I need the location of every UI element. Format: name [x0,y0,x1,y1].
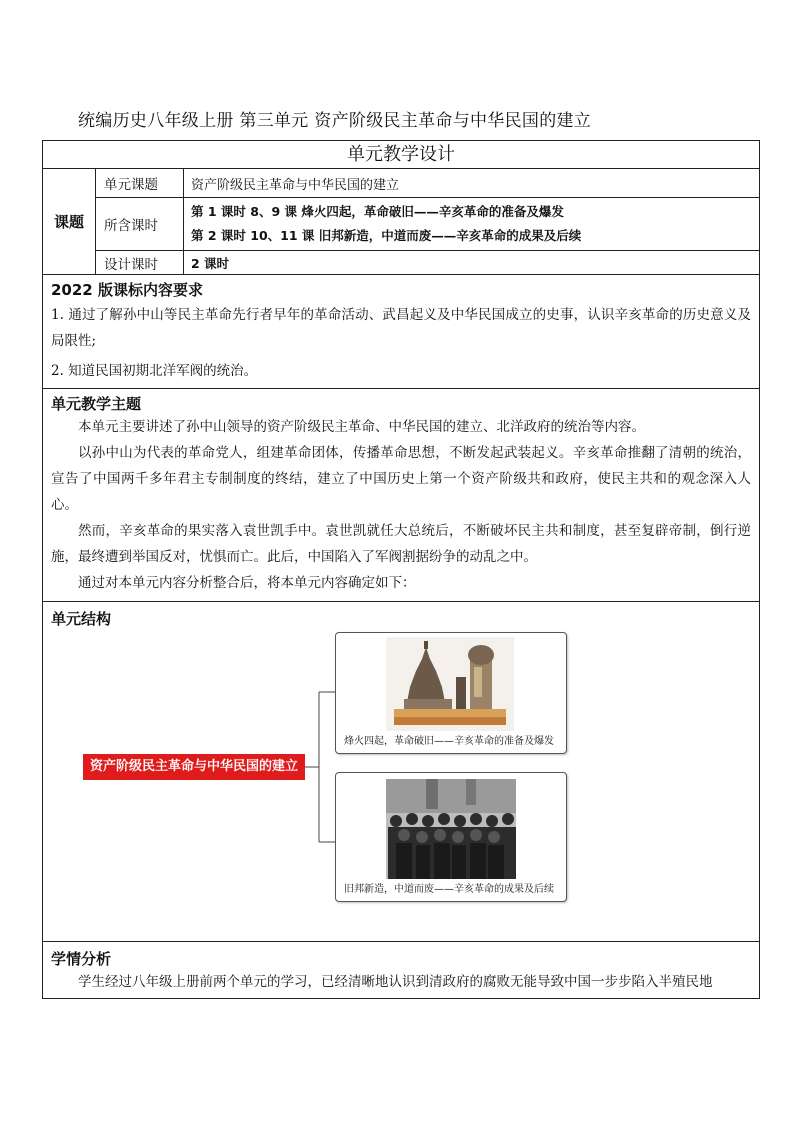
theme-paragraph: 本单元主要讲述了孙中山领导的资产阶级民主革命、中华民国的建立、北洋政府的统治等内容。 [78,419,645,435]
unit-topic-key: 单元课题 [96,169,184,197]
analysis-title: 学情分析 [51,950,112,968]
theme-paragraph: 通过对本单元内容分析整合后，将本单元内容确定如下： [78,575,416,591]
structure-root-box: 资产阶级民主革命与中华民国的建立 [83,754,305,780]
theme-paragraph: 然而，辛亥革命的果实落入袁世凯手中。袁世凯就任大总统后，不断破坏民主共和制度，甚至复辟帝制，倒行逆施，最终遭到举国反对，忧惧而亡。此后，中国陷入了军阀割据纷争的动乱之中。 [51,523,751,565]
lessons-value [184,198,759,250]
standards-item: 1. 通过了解孙中山等民主革命先行者早年的革命活动、武昌起义及中华民国成立的史事，认识辛亥革命的历史意义及局限性; [51,307,751,349]
lessons-row [96,198,759,251]
unit-topic-row [96,169,759,198]
theme-section [43,389,759,602]
branch-label: 烽火四起，革命破旧——辛亥革命的准备及爆发 [344,736,554,747]
topic-body [96,169,759,274]
design-hours-row [96,251,759,274]
standards-item: 2. 知道民国初期北洋军阀的统治。 [51,363,258,379]
branch-label: 旧邦新造，中道而废——辛亥革命的成果及后续 [344,884,554,895]
unit-topic-value: 资产阶级民主革命与中华民国的建立 [191,177,400,193]
standards-title: 2022 版课标内容要求 [51,281,203,299]
standards-section [43,275,759,389]
topic-section [43,169,759,275]
design-table [42,140,760,999]
design-hours-key: 设计课时 [96,251,184,274]
structure-branch-card [335,632,567,754]
lesson-line: 第 1 课时 8、9 课 烽火四起，革命破旧——辛亥革命的准备及爆发 [191,204,564,219]
group-photo [386,779,516,879]
topic-label: 课题 [43,169,96,274]
lessons-key: 所含课时 [96,198,184,250]
lesson-line: 第 2 课时 10、11 课 旧邦新造，中道而废——辛亥革命的成果及后续 [191,228,582,243]
analysis-text: 学生经过八年级上册前两个单元的学习，已经清晰地认识到清政府的腐败无能导致中国一步步陷入半殖民地 [78,974,713,990]
theme-paragraph: 以孙中山为代表的革命党人，组建革命团体，传播革命思想，不断发起武装起义。辛亥革命推翻了清朝的统治，宣告了中国两千多年君主专制制度的终结，建立了中国历史上第一个资产阶级共和政府，使民主共和的观念深入人心。 [51,445,751,513]
document-title: 统编历史八年级上册 第三单元 资产阶级民主革命与中华民国的建立 [78,111,592,131]
structure-section [43,602,759,942]
structure-title: 单元结构 [51,610,112,628]
table-header: 单元教学设计 [43,141,759,169]
theme-title: 单元教学主题 [51,395,142,413]
structure-branch-card [335,772,567,902]
analysis-section [43,942,759,998]
monument-photo [386,637,514,731]
design-hours-value: 2 课时 [191,255,230,271]
